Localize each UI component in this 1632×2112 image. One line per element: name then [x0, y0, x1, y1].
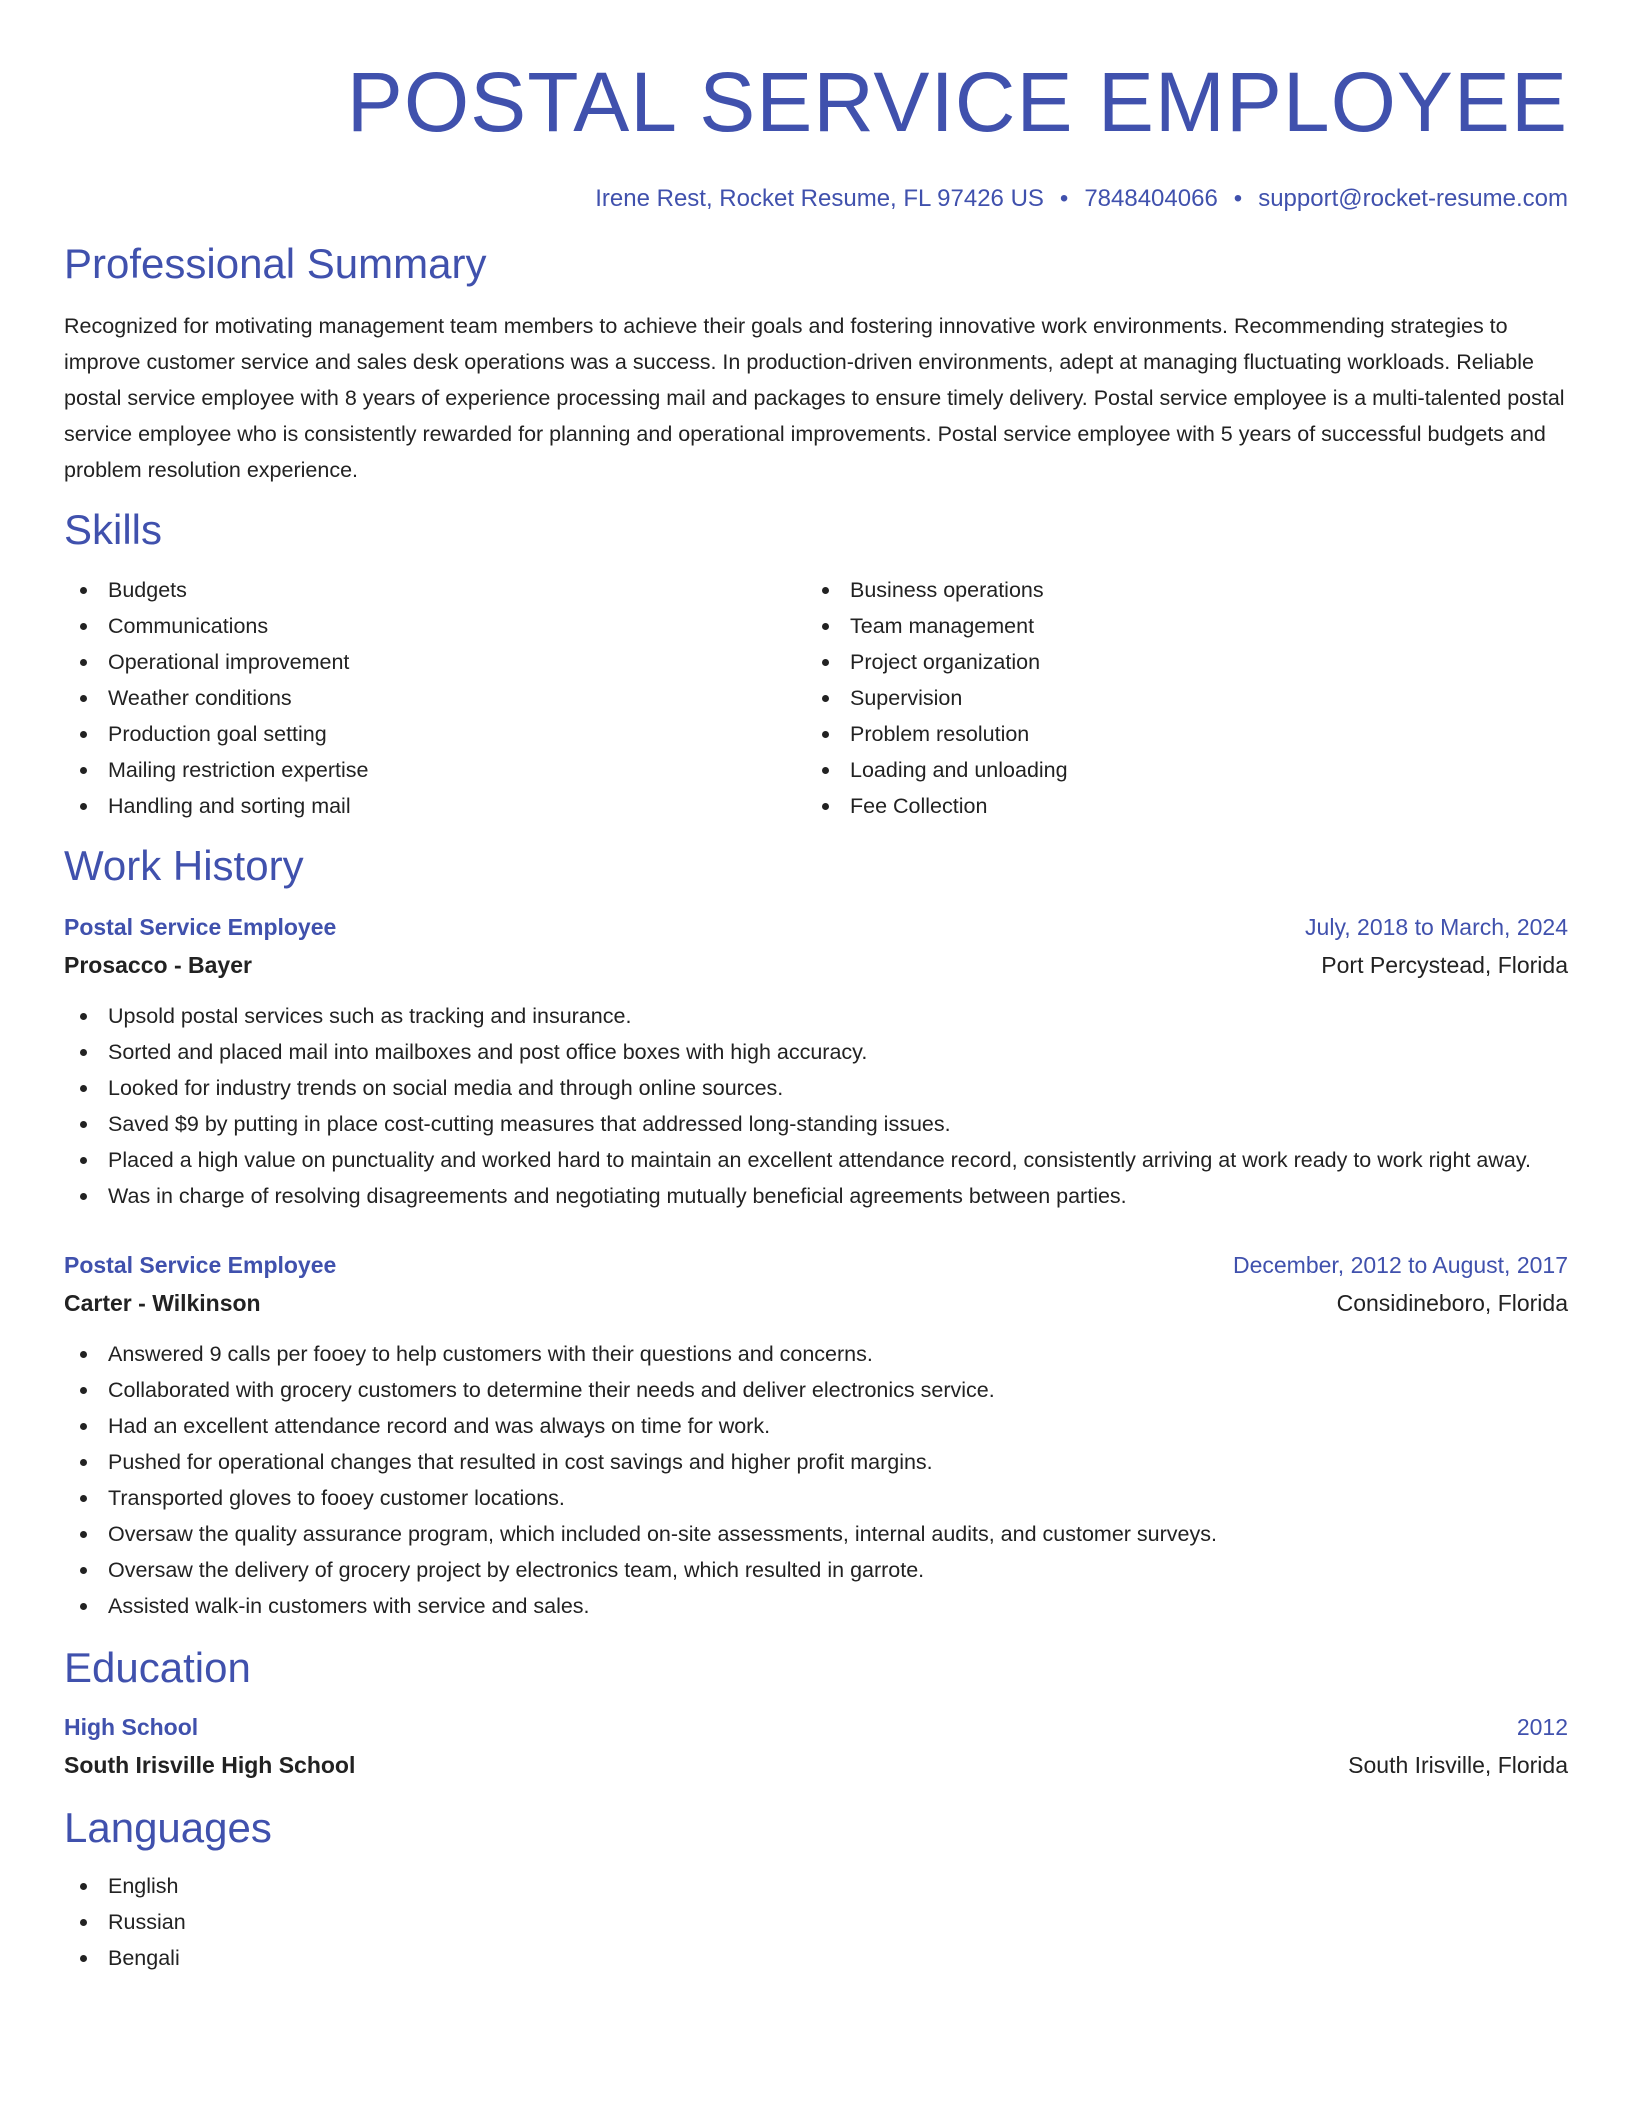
contact-phone: 7848404066 — [1084, 185, 1218, 212]
job-entry — [64, 1246, 1568, 1624]
job-title: Postal Service Employee — [64, 1252, 337, 1278]
job-company: Prosacco - Bayer — [64, 952, 252, 978]
job-bullet: Sorted and placed mail into mailboxes and post office boxes with high accuracy. — [64, 1034, 1568, 1070]
education-entry — [64, 1708, 1568, 1784]
language-item: Bengali — [64, 1940, 1568, 1976]
skills-heading: Skills — [64, 506, 163, 553]
language-item: English — [64, 1868, 1568, 1904]
job-bullet: Oversaw the delivery of grocery project by electronics team, which resulted in garrote. — [64, 1552, 1568, 1588]
skills-right-list — [806, 572, 1548, 824]
job-company: Carter - Wilkinson — [64, 1290, 261, 1316]
job-bullet: Was in charge of resolving disagreements and negotiating mutually beneficial agreements between parties. — [64, 1178, 1568, 1214]
job-bullets — [64, 998, 1568, 1214]
contact-separator: • — [1059, 185, 1069, 212]
skill-item: Operational improvement — [64, 644, 806, 680]
skill-item: Project organization — [806, 644, 1548, 680]
skill-item: Weather conditions — [64, 680, 806, 716]
job-title: Postal Service Employee — [64, 914, 337, 940]
skill-item: Loading and unloading — [806, 752, 1548, 788]
skills-left-list — [64, 572, 806, 824]
job-bullet: Looked for industry trends on social media and through online sources. — [64, 1070, 1568, 1106]
education-year: 2012 — [1516, 1714, 1568, 1740]
job-dates: July, 2018 to March, 2024 — [1305, 914, 1568, 940]
job-header-row — [64, 908, 1568, 946]
skill-item: Communications — [64, 608, 806, 644]
summary-text: Recognized for motivating management team members to achieve their goals and fostering innovative work environments. Recommending strategies to improve customer service and sales desk operations was a success. In production-driven environments, adept at managing fluctuating workloads. Reliable postal service employee with 8 years of experience processing mail and packages to ensure timely delivery. Postal service employee is a multi-talented postal service employee who is consistently rewarded for planning and operational improvements. Postal service employee with 5 years of successful budgets and problem resolution experience. — [64, 314, 1565, 482]
skill-item: Problem resolution — [806, 716, 1548, 752]
skill-item: Mailing restriction expertise — [64, 752, 806, 788]
job-dates: December, 2012 to August, 2017 — [1232, 1252, 1568, 1278]
job-header-row — [64, 1246, 1568, 1284]
skill-item: Handling and sorting mail — [64, 788, 806, 824]
education-school: South Irisville High School — [64, 1752, 356, 1778]
skill-item: Production goal setting — [64, 716, 806, 752]
skill-item: Fee Collection — [806, 788, 1548, 824]
job-bullet: Saved $9 by putting in place cost-cutting measures that addressed long-standing issues. — [64, 1106, 1568, 1142]
job-location: Considineboro, Florida — [1336, 1290, 1568, 1316]
contact-email: support@rocket-resume.com — [1258, 185, 1568, 212]
summary-heading: Professional Summary — [64, 240, 487, 287]
contact-address: Irene Rest, Rocket Resume, FL 97426 US — [595, 185, 1044, 212]
education-location: South Irisville, Florida — [1348, 1752, 1568, 1778]
job-company-row — [64, 1284, 1568, 1322]
languages-heading: Languages — [64, 1804, 272, 1851]
job-location: Port Percystead, Florida — [1321, 952, 1568, 978]
skill-item: Team management — [806, 608, 1548, 644]
skill-item: Budgets — [64, 572, 806, 608]
job-entry — [64, 908, 1568, 1214]
skills-grid — [64, 572, 1568, 824]
job-bullet: Had an excellent attendance record and was always on time for work. — [64, 1408, 1568, 1444]
job-bullet: Assisted walk-in customers with service and sales. — [64, 1588, 1568, 1624]
resume-title: POSTAL SERVICE EMPLOYEE — [346, 55, 1568, 149]
job-company-row — [64, 946, 1568, 984]
job-bullets — [64, 1336, 1568, 1624]
education-degree: High School — [64, 1714, 199, 1740]
education-school-row — [64, 1746, 1568, 1784]
job-bullet: Pushed for operational changes that resulted in cost savings and higher profit margins. — [64, 1444, 1568, 1480]
job-bullet: Answered 9 calls per fooey to help customers with their questions and concerns. — [64, 1336, 1568, 1372]
skill-item: Supervision — [806, 680, 1548, 716]
education-heading: Education — [64, 1644, 251, 1691]
skill-item: Business operations — [806, 572, 1548, 608]
job-bullet: Oversaw the quality assurance program, which included on-site assessments, internal audits, and customer surveys. — [64, 1516, 1568, 1552]
job-bullet: Upsold postal services such as tracking and insurance. — [64, 998, 1568, 1034]
job-bullet: Transported gloves to fooey customer locations. — [64, 1480, 1568, 1516]
contact-separator: • — [1233, 185, 1243, 212]
job-bullet: Placed a high value on punctuality and worked hard to maintain an excellent attendance record, consistently arriving at work ready to work right away. — [64, 1142, 1568, 1178]
work-history-heading: Work History — [64, 842, 304, 889]
languages-list — [64, 1868, 1568, 1976]
contact-line — [64, 182, 1568, 216]
job-bullet: Collaborated with grocery customers to determine their needs and deliver electronics service. — [64, 1372, 1568, 1408]
language-item: Russian — [64, 1904, 1568, 1940]
education-header-row — [64, 1708, 1568, 1746]
